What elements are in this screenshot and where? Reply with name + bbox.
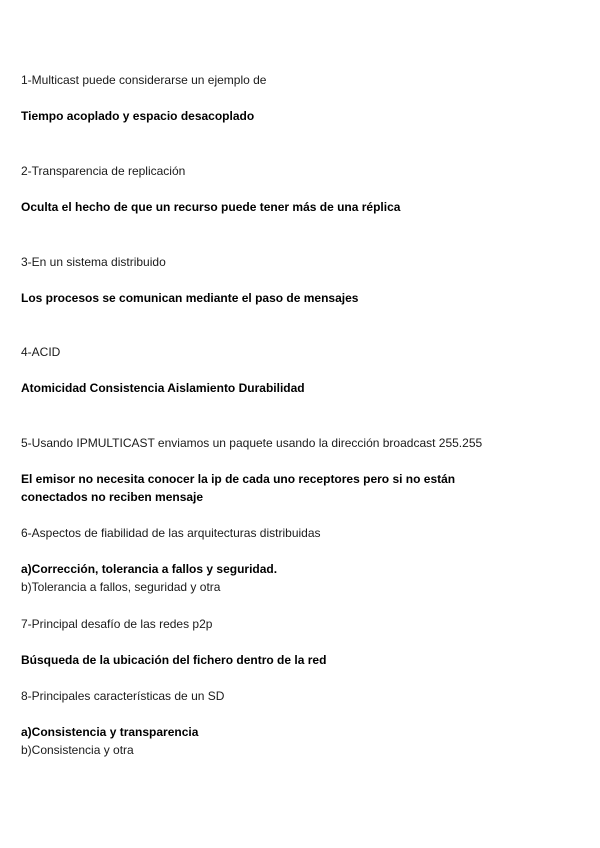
answer-8-option-a: a)Consistencia y transparencia <box>21 725 199 739</box>
question-8: 8-Principales características de un SD <box>21 689 225 703</box>
question-2: 2-Transparencia de replicación <box>21 164 186 178</box>
question-5: 5-Usando IPMULTICAST enviamos un paquete usando la dirección broadcast 255.255 <box>21 436 483 450</box>
answer-6-option-b: b)Tolerancia a fallos, seguridad y otra <box>21 580 221 594</box>
answer-7: Búsqueda de la ubicación del fichero dentro de la red <box>21 653 327 667</box>
answer-8-option-b: b)Consistencia y otra <box>21 743 134 757</box>
answer-4: Atomicidad Consistencia Aislamiento Durabilidad <box>21 381 305 395</box>
answer-3: Los procesos se comunican mediante el paso de mensajes <box>21 291 359 305</box>
question-1: 1-Multicast puede considerarse un ejemplo de <box>21 73 267 87</box>
question-3: 3-En un sistema distribuido <box>21 255 166 269</box>
question-4: 4-ACID <box>21 345 61 359</box>
question-7: 7-Principal desafío de las redes p2p <box>21 617 213 631</box>
question-6: 6-Aspectos de fiabilidad de las arquitecturas distribuidas <box>21 526 321 540</box>
answer-6-option-a: a)Corrección, tolerancia a fallos y seguridad. <box>21 562 278 576</box>
answer-5-line-2: conectados no reciben mensaje <box>21 490 204 504</box>
answer-1: Tiempo acoplado y espacio desacoplado <box>21 109 255 123</box>
answer-5-line-1: El emisor no necesita conocer la ip de cada uno receptores pero si no están <box>21 472 456 486</box>
answer-2: Oculta el hecho de que un recurso puede tener más de una réplica <box>21 200 401 214</box>
